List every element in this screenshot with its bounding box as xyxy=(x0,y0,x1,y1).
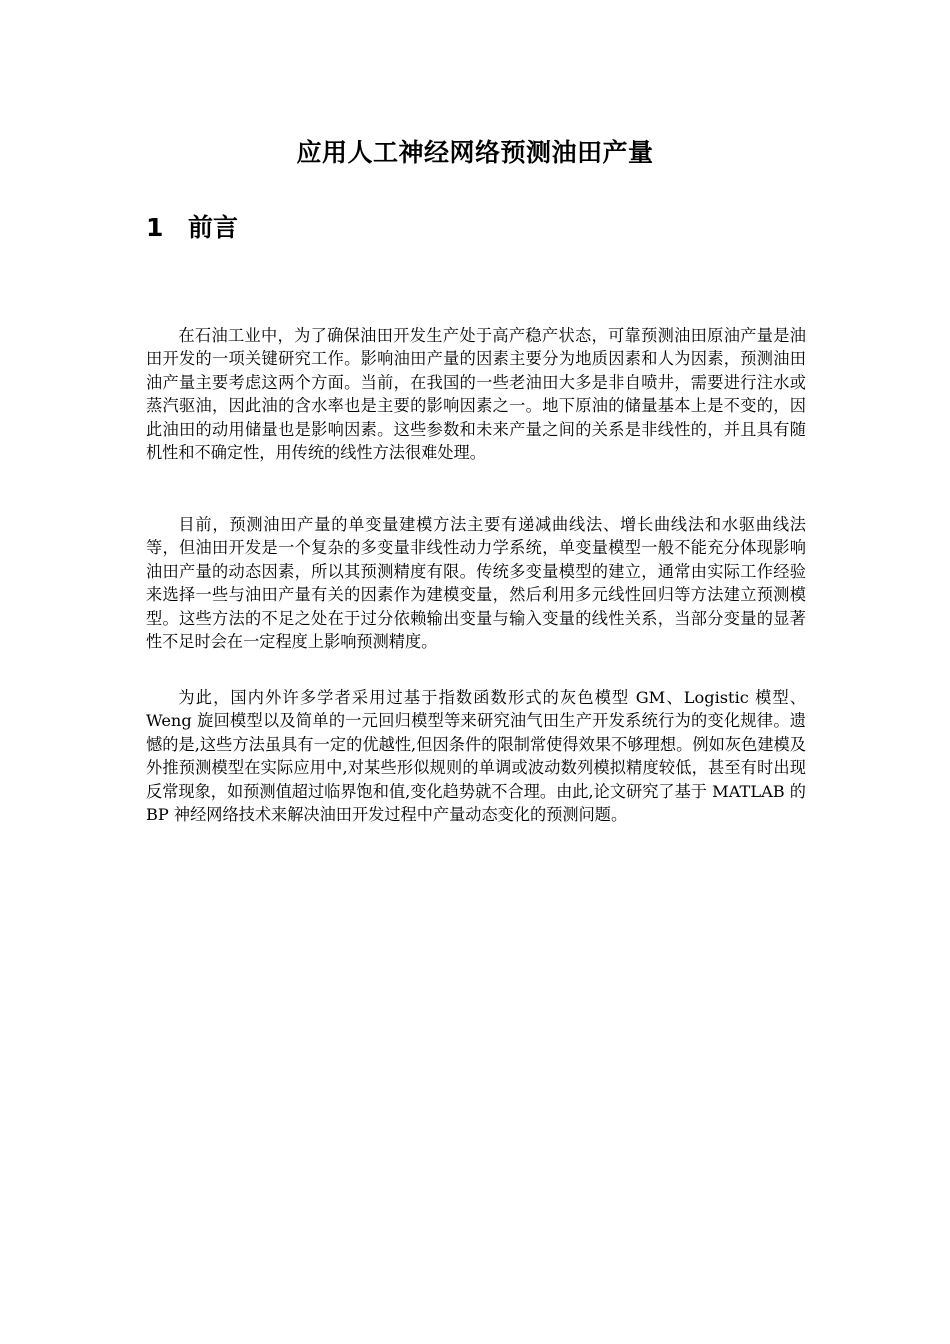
section-title: 前言 xyxy=(188,213,239,242)
document-title: 应用人工神经网络预测油田产量 xyxy=(296,138,654,167)
body-paragraph: 为此，国内外许多学者采用过基于指数函数形式的灰色模型 GM、Logistic 模型、Weng 旋回模型以及简单的一元回归模型等来研究油气田生产开发系统行为的变化规律。遗憾的是,这些方法虽具有一定的优越性,但因条件的限制常使得效果不够理想。例如灰色建模及外推预测模型在实际应用中,对某些形似规则的单调或波动数列模拟精度较低，甚至有时出现反常现象，如预测值超过临界饱和值,变化趋势就不合理。由此,论文研究了基于 MATLAB 的 BP 神经网络技术来解决油田开发过程中产量动态变化的预测问题。 xyxy=(146,688,806,825)
body-paragraph: 在石油工业中，为了确保油田开发生产处于高产稳产状态，可靠预测油田原油产量是油田开发的一项关键研究工作。影响油田产量的因素主要分为地质因素和人为因素，预测油田油产量主要考虑这两个方面。当前，在我国的一些老油田大多是非自喷井，需要进行注水或蒸汽驱油，因此油的含水率也是主要的影响因素之一。地下原油的储量基本上是不变的，因此油田的动用储量也是影响因素。这些参数和未来产量之间的关系是非线性的，并且具有随机性和不确定性，用传统的线性方法很难处理。 xyxy=(146,326,806,463)
section-heading xyxy=(146,211,238,245)
body-paragraph: 目前，预测油田产量的单变量建模方法主要有递减曲线法、增长曲线法和水驱曲线法等，但油田开发是一个复杂的多变量非线性动力学系统，单变量模型一般不能充分体现影响油田产量的动态因素，所以其预测精度有限。传统多变量模型的建立，通常由实际工作经验来选择一些与油田产量有关的因素作为建模变量，然后利用多元线性回归等方法建立预测模型。这些方法的不足之处在于过分依赖输出变量与输入变量的线性关系，当部分变量的显著性不足时会在一定程度上影响预测精度。 xyxy=(146,515,806,652)
section-number: 1 xyxy=(146,213,164,242)
